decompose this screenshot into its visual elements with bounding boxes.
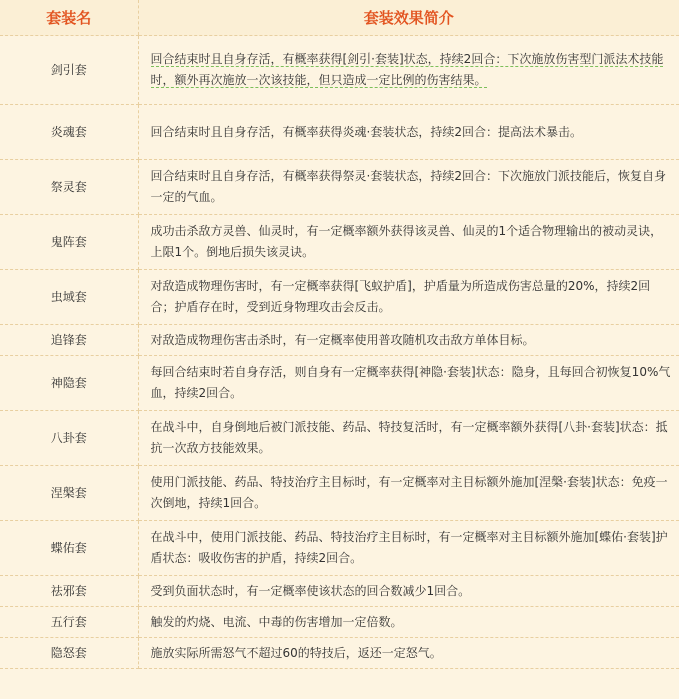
set-effect-text: 回合结束时且自身存活，有概率获得[剑引·套装]状态，持续2回合：下次施放伤害型门派法术技能时，额外再次施放一次该技能，但只造成一定比例的伤害结果。	[150, 52, 664, 87]
set-effect: 回合结束时且自身存活，有概率获得祭灵·套装状态，持续2回合：下次施放门派技能后，恢复自身一定的气血。	[138, 160, 679, 215]
table-row	[0, 607, 679, 638]
set-effect: 在战斗中，使用门派技能、药品、特技治疗主目标时，有一定概率对主目标额外施加[蝶佑·套装]护盾状态：吸收伤害的护盾，持续2回合。	[138, 521, 679, 576]
set-name: 蝶佑套	[0, 521, 138, 576]
table-row	[0, 411, 679, 466]
set-name: 五行套	[0, 607, 138, 638]
table-row	[0, 36, 679, 105]
set-name: 祭灵套	[0, 160, 138, 215]
header-set-effect: 套装效果简介	[138, 0, 679, 36]
set-effect: 对敌造成物理伤害时，有一定概率获得[飞蚁护盾]，护盾量为所造成伤害总量的20%，持续2回合；护盾存在时，受到近身物理攻击会反击。	[138, 270, 679, 325]
set-effect: 使用门派技能、药品、特技治疗主目标时，有一定概率对主目标额外施加[涅槃·套装]状态：免疫一次倒地，持续1回合。	[138, 466, 679, 521]
set-effect: 回合结束时且自身存活，有概率获得炎魂·套装状态，持续2回合：提高法术暴击。	[138, 105, 679, 160]
set-effect	[138, 36, 679, 105]
table-row	[0, 105, 679, 160]
table-row	[0, 325, 679, 356]
header-set-name: 套装名	[0, 0, 138, 36]
set-effect: 每回合结束时若自身存活，则自身有一定概率获得[神隐·套装]状态：隐身，且每回合初恢复10%气血，持续2回合。	[138, 356, 679, 411]
set-effect: 对敌造成物理伤害击杀时，有一定概率使用普攻随机攻击敌方单体目标。	[138, 325, 679, 356]
set-effect: 受到负面状态时，有一定概率使该状态的回合数减少1回合。	[138, 576, 679, 607]
set-effect: 施放实际所需怒气不超过60的特技后，返还一定怒气。	[138, 638, 679, 669]
set-name: 炎魂套	[0, 105, 138, 160]
set-name: 虫域套	[0, 270, 138, 325]
set-effect: 触发的灼烧、电流、中毒的伤害增加一定倍数。	[138, 607, 679, 638]
table-row	[0, 356, 679, 411]
set-name: 剑引套	[0, 36, 138, 105]
set-name: 追锋套	[0, 325, 138, 356]
table-row	[0, 466, 679, 521]
table-row	[0, 160, 679, 215]
header-row	[0, 0, 679, 36]
set-effect: 在战斗中，自身倒地后被门派技能、药品、特技复活时，有一定概率额外获得[八卦·套装]状态：抵抗一次敌方技能效果。	[138, 411, 679, 466]
table-row	[0, 638, 679, 669]
set-name: 祛邪套	[0, 576, 138, 607]
set-name: 八卦套	[0, 411, 138, 466]
set-name: 隐怒套	[0, 638, 138, 669]
table-row	[0, 270, 679, 325]
table-row	[0, 576, 679, 607]
set-name: 神隐套	[0, 356, 138, 411]
table-row	[0, 215, 679, 270]
table-row	[0, 521, 679, 576]
set-name: 涅槃套	[0, 466, 138, 521]
set-effect: 成功击杀敌方灵兽、仙灵时，有一定概率额外获得该灵兽、仙灵的1个适合物理输出的被动灵诀，上限1个。倒地后损失该灵诀。	[138, 215, 679, 270]
set-name: 鬼阵套	[0, 215, 138, 270]
